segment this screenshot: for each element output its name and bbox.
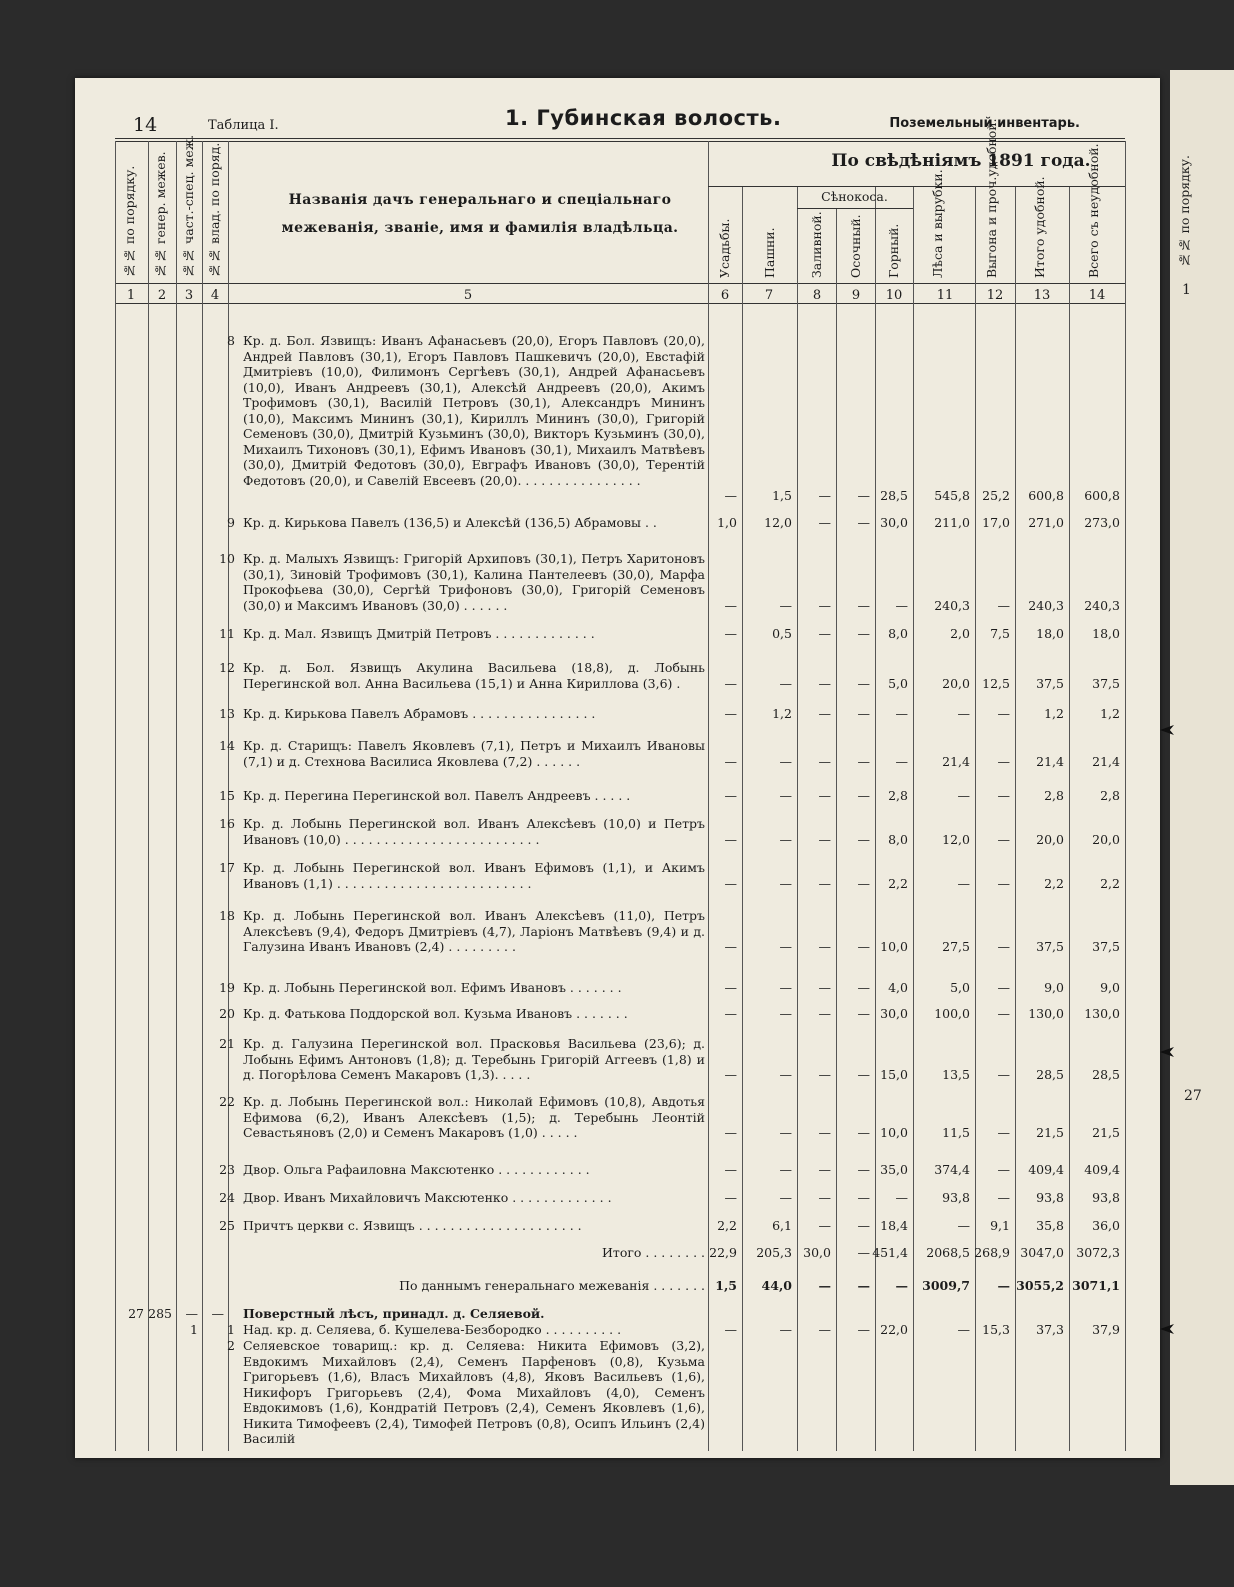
cell-value: —: [724, 1190, 737, 1205]
cell-value: —: [818, 1067, 831, 1082]
row-number: 19: [219, 980, 235, 995]
cell-value: 3071,1: [1072, 1278, 1120, 1293]
cell-value: 2,2: [888, 875, 908, 891]
column-divider: [836, 208, 837, 1451]
column-divider: [202, 141, 203, 1451]
cell-value: —: [857, 831, 870, 847]
col-header-2: №№ генер. межев.: [153, 151, 168, 278]
owner-description: Кр. д. Лобынь Перегинской вол. Иванъ Ефимовъ (1,1), и Акимъ Ивановъ (1,1) . . . . . . . . . . . . . . . . . . . . . . . . .: [243, 860, 705, 891]
cell-value: 21,4: [1036, 753, 1064, 769]
cell-value: —: [895, 1190, 908, 1205]
row-number: 20: [219, 1006, 235, 1021]
col-header-14: Всего съ неудобной.: [1086, 143, 1101, 278]
row-number: 21: [219, 1036, 235, 1051]
cell-value: —: [857, 1006, 870, 1021]
owner-description: Кр. д. Лобынь Перегинской вол. Иванъ Алексѣевъ (11,0), Петръ Алексѣевъ (9,4), Федоръ Дмитріевъ (4,7), Ларіонъ Матвѣевъ (9,4) и д. Галузина Иванъ Ивановъ (2,4) . . . . . . . . .: [243, 908, 705, 954]
cell-value: —: [895, 597, 908, 613]
cell-value: —: [779, 939, 792, 954]
cell-value: 3009,7: [922, 1278, 970, 1293]
cell-value: —: [779, 597, 792, 613]
cell-value: —: [997, 1067, 1010, 1082]
cell-value: 37,5: [1036, 675, 1064, 691]
cell-value: —: [857, 626, 870, 641]
cell-value: —: [779, 788, 792, 803]
cell-value: 2,8: [888, 788, 908, 803]
column-number: 2: [157, 288, 167, 303]
hay-group-header: Сѣнокоса.: [821, 189, 888, 204]
cell-value: 130,0: [1084, 1006, 1120, 1021]
cell-value: 1,2: [1100, 706, 1120, 721]
col-header-6: Усадьбы.: [717, 218, 732, 278]
cell-value: —: [997, 788, 1010, 803]
cell-value: —: [997, 1162, 1010, 1177]
cell-value: 12,0: [764, 515, 792, 530]
section-c2: 285: [148, 1306, 172, 1321]
cell-value: 17,0: [982, 515, 1010, 530]
cell-value: —: [724, 675, 737, 691]
cell-value: —: [818, 831, 831, 847]
owner-description: Кр. д. Галузина Перегинской вол. Прасковья Васильева (23,6); д. Лобынь Ефимъ Антоновъ (1,8); д. Теребынь Григорій Аггеевъ (1,8) и д. Погорѣлова Семенъ Макаровъ (1,3). . . . .: [243, 1036, 705, 1082]
cell-value: 451,4: [872, 1245, 908, 1260]
cell-value: —: [779, 875, 792, 891]
cell-value: 36,0: [1092, 1218, 1120, 1233]
cell-value: 37,5: [1092, 675, 1120, 691]
cell-value: —: [857, 753, 870, 769]
cell-value: —: [997, 875, 1010, 891]
column-divider: [1015, 186, 1016, 1451]
cell-value: —: [857, 675, 870, 691]
column-number: 1: [126, 288, 136, 303]
row-number: 24: [219, 1190, 235, 1205]
cell-value: 130,0: [1028, 1006, 1064, 1021]
section-c1: 27: [128, 1306, 144, 1321]
column-number: 8: [812, 288, 822, 303]
cell-value: 12,5: [982, 675, 1010, 691]
cell-value: —: [997, 753, 1010, 769]
hay-group-rule: [797, 208, 913, 209]
cell-value: 2,2: [1100, 875, 1120, 891]
row-number: 14: [219, 738, 235, 753]
header-rule: [115, 138, 1125, 139]
group-rule: [708, 186, 1125, 187]
sub-row-spec-number: 1: [190, 1322, 198, 1337]
cell-value: 5,0: [888, 675, 908, 691]
cell-value: 37,5: [1092, 939, 1120, 954]
cell-value: 9,0: [1100, 980, 1120, 995]
cell-value: —: [779, 1162, 792, 1177]
cell-value: —: [818, 875, 831, 891]
col-header-1: №№ по порядку.: [122, 165, 137, 278]
cell-value: 2,2: [717, 1218, 737, 1233]
cell-value: 9,0: [1044, 980, 1064, 995]
cell-value: 0,5: [772, 626, 792, 641]
cell-value: 21,5: [1036, 1125, 1064, 1140]
cell-value: —: [857, 1125, 870, 1140]
cell-value: —: [997, 1006, 1010, 1021]
cell-value: 30,0: [880, 1006, 908, 1021]
cell-value: —: [997, 1190, 1010, 1205]
cell-value: 240,3: [1028, 597, 1064, 613]
column-number: 4: [210, 288, 220, 303]
cell-value: 93,8: [1036, 1190, 1064, 1205]
cell-value: —: [724, 626, 737, 641]
cell-value: 2068,5: [926, 1245, 970, 1260]
col-header-9: Осочный.: [848, 214, 863, 278]
cell-value: 8,0: [888, 831, 908, 847]
cell-value: 37,3: [1036, 1322, 1064, 1337]
cell-value: 21,4: [1092, 753, 1120, 769]
cell-value: 374,4: [934, 1162, 970, 1177]
column-number: 5: [463, 288, 473, 303]
cell-value: —: [818, 1322, 831, 1337]
column-number: 10: [885, 288, 903, 303]
cell-value: —: [779, 753, 792, 769]
cell-value: —: [818, 515, 831, 530]
col-header-13: Итого удобной.: [1032, 176, 1047, 278]
cell-value: —: [818, 939, 831, 954]
col-header-11: Лѣса и вырубки.: [930, 169, 945, 278]
cell-value: 100,0: [934, 1006, 970, 1021]
owner-description: Кр. д. Бол. Язвищъ: Иванъ Афанасьевъ (20,0), Егоръ Павловъ (20,0), Андрей Павловъ (30,1), Егоръ Павловъ Пашкевичъ (20,0), Евстафій Дмитріевъ (10,0), Филимонъ Сергѣевъ (30,1), Андрей Афанасьевъ (10,0), Иванъ Андреевъ (30,1), Алексѣй Андреевъ (20,0), Акимъ Трофимовъ (30,1), Василій Петровъ (30,1), Александръ Мининъ (10,0), Максимъ Мининъ (30,1), Кириллъ Мининъ (30,0), Григорій Семеновъ (30,0), Дмитрій Кузьминъ (30,0), Викторъ Кузьминъ (30,0), Михаилъ Тихоновъ (30,1), Ефимъ Ивановъ (30,1), Михаилъ Матвѣевъ (30,0), Дмитрій Федотовъ (30,0), Евграфъ Ивановъ (30,0), Терентій Федотовъ (20,0), и Савелій Евсеевъ (20,0). . . . . . . . . . . . . . . .: [243, 333, 705, 488]
cell-value: 28,5: [1092, 1067, 1120, 1082]
cell-value: 1,5: [715, 1278, 737, 1293]
owner-description: Кр. д. Малыхъ Язвищъ: Григорій Архиповъ (30,1), Петръ Харитоновъ (30,1), Зиновій Трофимовъ (30,1), Калина Пантелеевъ (30,0), Марфа Прокофьева (30,0), Сергѣй Трифоновъ (30,0), Григорій Семеновъ (30,0) и Максимъ Ивановъ (30,0) . . . . . .: [243, 551, 705, 613]
cell-value: 15,0: [880, 1067, 908, 1082]
cell-value: 2,8: [1100, 788, 1120, 803]
cell-value: 271,0: [1028, 515, 1064, 530]
cell-value: —: [895, 1278, 908, 1293]
cell-value: —: [997, 831, 1010, 847]
cell-value: 13,5: [942, 1067, 970, 1082]
cell-value: —: [818, 706, 831, 721]
column-divider: [975, 186, 976, 1451]
cell-value: 409,4: [1084, 1162, 1120, 1177]
owner-description: Кр. д. Мал. Язвищъ Дмитрій Петровъ . . . . . . . . . . . . .: [243, 626, 595, 641]
cell-value: 28,5: [880, 488, 908, 503]
cell-value: —: [724, 875, 737, 891]
cell-value: 20,0: [1036, 831, 1064, 847]
cell-value: —: [997, 1125, 1010, 1140]
owner-description: Кр. д. Бол. Язвищъ Акулина Васильева (18,8), д. Лобынь Перегинской вол. Анна Васильева (15,1) и Анна Кириллова (3,6) .: [243, 660, 705, 691]
cell-value: 2,0: [950, 626, 970, 641]
col-header-4: №№ влад. по поряд.: [207, 142, 222, 278]
cell-value: 3055,2: [1016, 1278, 1064, 1293]
cell-value: 1,2: [1044, 706, 1064, 721]
cell-value: —: [724, 1162, 737, 1177]
cell-value: 30,0: [803, 1245, 831, 1260]
col-header-7: Пашни.: [762, 227, 777, 278]
owner-description: Над. кр. д. Селяева, б. Кушелева-Безбородко . . . . . . . . . .: [243, 1322, 622, 1337]
cell-value: —: [724, 706, 737, 721]
cell-value: —: [818, 488, 831, 503]
cell-value: —: [997, 597, 1010, 613]
cell-value: —: [724, 753, 737, 769]
cell-value: 211,0: [934, 515, 970, 530]
cell-value: —: [818, 1125, 831, 1140]
cell-value: —: [818, 597, 831, 613]
col-header-3: №№ част.-спец. меж.: [181, 134, 196, 278]
total-label: По даннымъ генеральнаго межеванія . . . . . . .: [399, 1278, 705, 1293]
cell-value: 600,8: [1084, 488, 1120, 503]
cell-value: —: [818, 980, 831, 995]
cell-value: 6,1: [772, 1218, 792, 1233]
row-number: 18: [219, 908, 235, 923]
cell-value: 10,0: [880, 1125, 908, 1140]
cell-value: —: [957, 1322, 970, 1337]
column-number: 9: [851, 288, 861, 303]
cell-value: —: [857, 1162, 870, 1177]
owner-description: Кр. д. Лобынь Перегинской вол. Ефимъ Ивановъ . . . . . . .: [243, 980, 622, 995]
column-divider: [176, 141, 177, 1451]
cell-value: —: [724, 597, 737, 613]
cell-value: 5,0: [950, 980, 970, 995]
row-number: 22: [219, 1094, 235, 1109]
owner-description: Кр. д. Фатькова Поддорской вол. Кузьма Ивановъ . . . . . . .: [243, 1006, 628, 1021]
cell-value: —: [818, 1190, 831, 1205]
column-divider: [875, 186, 876, 1451]
cell-value: —: [857, 488, 870, 503]
column-number: 12: [986, 288, 1004, 303]
total-label: Итого . . . . . . . .: [602, 1245, 705, 1260]
cell-value: 25,2: [982, 488, 1010, 503]
cell-value: 15,3: [982, 1322, 1010, 1337]
cell-value: —: [857, 597, 870, 613]
cell-value: —: [857, 1218, 870, 1233]
page-title: 1. Губинская волость.: [505, 106, 782, 130]
cell-value: —: [724, 1006, 737, 1021]
cell-value: —: [779, 675, 792, 691]
column-number: 13: [1033, 288, 1051, 303]
cell-value: —: [997, 980, 1010, 995]
column-divider: [797, 186, 798, 1451]
cell-value: 18,0: [1092, 626, 1120, 641]
cell-value: 3072,3: [1076, 1245, 1120, 1260]
cell-value: —: [724, 1125, 737, 1140]
cell-value: 409,4: [1028, 1162, 1064, 1177]
cell-value: —: [857, 875, 870, 891]
page-subtitle: Поземельный инвентарь.: [889, 116, 1080, 131]
cell-value: 44,0: [761, 1278, 792, 1293]
cell-value: 240,3: [1084, 597, 1120, 613]
owner-description: Двор. Ольга Рафаиловна Максютенко . . . . . . . . . . . .: [243, 1162, 590, 1177]
col-header-12: Выгона и проч.удобной.: [984, 118, 999, 278]
cell-value: —: [779, 831, 792, 847]
row-number: 1: [227, 1322, 235, 1337]
cell-value: —: [724, 488, 737, 503]
cell-value: —: [857, 980, 870, 995]
cell-value: 20,0: [942, 675, 970, 691]
cell-value: —: [957, 706, 970, 721]
cell-value: 273,0: [1084, 515, 1120, 530]
owner-description: Кр. д. Лобынь Перегинской вол.: Николай Ефимовъ (10,8), Авдотья Ефимова (6,2), Иванъ Алексѣевъ (1,5); д. Теребынь Леонтій Севастьяновъ (2,0) и Семенъ Макаровъ (1,0) . . . . .: [243, 1094, 705, 1140]
cell-value: —: [895, 706, 908, 721]
cell-value: —: [779, 1006, 792, 1021]
page-number: 14: [133, 114, 158, 136]
cell-value: 27,5: [942, 939, 970, 954]
owner-description: Причтъ церкви с. Язвищъ . . . . . . . . . . . . . . . . . . . . .: [243, 1218, 582, 1233]
section-c3: —: [185, 1306, 198, 1321]
section-title: Поверстный лѣсъ, принадл. д. Селяевой.: [243, 1306, 545, 1321]
cell-value: —: [857, 788, 870, 803]
column-number: 3: [184, 288, 194, 303]
cell-value: 21,5: [1092, 1125, 1120, 1140]
cell-value: 7,5: [990, 626, 1010, 641]
cell-value: 2,8: [1044, 788, 1064, 803]
column-number: 7: [764, 288, 774, 303]
row-number: 16: [219, 816, 235, 831]
cell-value: —: [818, 1162, 831, 1177]
col-header-5-line2: межеванія, званіе, имя и фамилія владѣльца.: [281, 220, 679, 236]
cell-value: —: [857, 1190, 870, 1205]
ledger-page: [75, 78, 1160, 1458]
cell-value: —: [779, 1125, 792, 1140]
cell-value: —: [997, 1278, 1010, 1293]
cell-value: 268,9: [974, 1245, 1010, 1260]
cell-value: 21,4: [942, 753, 970, 769]
cell-value: 3047,0: [1020, 1245, 1064, 1260]
cell-value: —: [997, 939, 1010, 954]
column-header-rule: [115, 283, 1125, 284]
row-number: 25: [219, 1218, 235, 1233]
row-number: 15: [219, 788, 235, 803]
row-number: 2: [227, 1338, 235, 1353]
cell-value: —: [724, 939, 737, 954]
cell-value: —: [857, 706, 870, 721]
column-number: 14: [1088, 288, 1106, 303]
cell-value: —: [957, 1218, 970, 1233]
header-rule: [115, 141, 1125, 142]
cell-value: 1,5: [772, 488, 792, 503]
cell-value: 2,2: [1044, 875, 1064, 891]
cell-value: 4,0: [888, 980, 908, 995]
cell-value: —: [818, 626, 831, 641]
section-c4: —: [211, 1306, 224, 1321]
row-number: 9: [227, 515, 235, 530]
cell-value: —: [779, 1190, 792, 1205]
cell-value: 1,0: [717, 515, 737, 530]
cell-value: —: [779, 1067, 792, 1082]
column-number-rule: [115, 303, 1125, 304]
cell-value: 8,0: [888, 626, 908, 641]
cell-value: 12,0: [942, 831, 970, 847]
owner-description: Селяевское товарищ.: кр. д. Селяева: Никита Ефимовъ (3,2), Евдокимъ Михайловъ (2,4), Семенъ Парфеновъ (0,8), Кузьма Григорьевъ (1,6), Власъ Михайловъ (4,8), Яковъ Васильевъ (1,6), Никифоръ Григорьевъ (2,4), Фома Михайловъ (4,0), Семенъ Евдокимовъ (1,6), Кондратій Петровъ (2,4), Семенъ Яковлевъ (1,6), Никита Тимофеевъ (2,4), Тимофей Петровъ (0,8), Осипъ Ильинъ (2,4) Василій: [243, 1338, 705, 1446]
cell-value: —: [857, 1067, 870, 1082]
column-divider: [115, 141, 116, 1451]
cell-value: —: [818, 1218, 831, 1233]
cell-value: 22,9: [709, 1245, 737, 1260]
cell-value: —: [779, 980, 792, 995]
owner-description: Кр. д. Старищъ: Павелъ Яковлевъ (7,1), Петръ и Михаилъ Ивановы (7,1) и д. Стехнова Василиса Яковлева (7,2) . . . . . .: [243, 738, 705, 769]
cell-value: 20,0: [1092, 831, 1120, 847]
cell-value: 240,3: [934, 597, 970, 613]
row-number: 11: [219, 626, 235, 641]
cell-value: 35,0: [880, 1162, 908, 1177]
cell-value: 93,8: [1092, 1190, 1120, 1205]
cell-value: —: [997, 706, 1010, 721]
cell-value: —: [724, 788, 737, 803]
col-header-5-line1: Названія дачъ генеральнаго и спеціальнаго: [288, 192, 672, 208]
cell-value: 1,2: [772, 706, 792, 721]
cell-value: 37,9: [1092, 1322, 1120, 1337]
cell-value: —: [818, 1278, 831, 1293]
cell-value: —: [779, 1322, 792, 1337]
cell-value: 10,0: [880, 939, 908, 954]
row-number: 8: [227, 333, 235, 348]
owner-description: Кр. д. Кирькова Павелъ Абрамовъ . . . . . . . . . . . . . . . .: [243, 706, 596, 721]
owner-description: Кр. д. Кирькова Павелъ (136,5) и Алексѣй (136,5) Абрамовы . .: [243, 515, 657, 530]
cell-value: 545,8: [934, 488, 970, 503]
cell-value: 30,0: [880, 515, 908, 530]
cell-value: —: [724, 831, 737, 847]
adjacent-column-header: №№ по порядку.: [1177, 155, 1192, 268]
cell-value: —: [818, 675, 831, 691]
cell-value: 35,8: [1036, 1218, 1064, 1233]
column-divider: [1125, 141, 1126, 1451]
col-header-5: [260, 186, 700, 242]
cell-value: —: [818, 753, 831, 769]
column-divider: [913, 186, 914, 1451]
cell-value: —: [724, 980, 737, 995]
row-number: 13: [219, 706, 235, 721]
adjacent-page-edge: [1170, 70, 1234, 1485]
cell-value: —: [957, 788, 970, 803]
owner-description: Двор. Иванъ Михайловичъ Максютенко . . . . . . . . . . . . .: [243, 1190, 612, 1205]
cell-value: 28,5: [1036, 1067, 1064, 1082]
col-header-10: Горный.: [886, 223, 901, 278]
cell-value: —: [857, 1278, 870, 1293]
cell-value: 93,8: [942, 1190, 970, 1205]
cell-value: 205,3: [756, 1245, 792, 1260]
cell-value: —: [857, 1322, 870, 1337]
row-number: 23: [219, 1162, 235, 1177]
cell-value: —: [818, 788, 831, 803]
column-number: 11: [936, 288, 954, 303]
row-number: 17: [219, 860, 235, 875]
column-divider: [1069, 186, 1070, 1451]
row-number: 12: [219, 660, 235, 675]
cell-value: —: [818, 1006, 831, 1021]
owner-description: Кр. д. Лобынь Перегинской вол. Иванъ Алексѣевъ (10,0) и Петръ Ивановъ (10,0) . . . . . . . . . . . . . . . . . . . . . . . . .: [243, 816, 705, 847]
cell-value: —: [724, 1322, 737, 1337]
column-divider: [742, 186, 743, 1451]
cell-value: 37,5: [1036, 939, 1064, 954]
table-label: Таблица I.: [208, 118, 279, 133]
adjacent-column-number: 1: [1182, 282, 1191, 298]
adjacent-row-number: 27: [1184, 1088, 1202, 1104]
cell-value: 9,1: [990, 1218, 1010, 1233]
cell-value: 18,4: [880, 1218, 908, 1233]
cell-value: —: [724, 1067, 737, 1082]
cell-value: 22,0: [880, 1322, 908, 1337]
cell-value: 600,8: [1028, 488, 1064, 503]
column-divider: [148, 141, 149, 1451]
cell-value: —: [895, 753, 908, 769]
col-group-header: По свѣдѣніямъ 1891 года.: [831, 151, 1091, 171]
cell-value: —: [857, 515, 870, 530]
col-header-8: Заливной.: [809, 211, 824, 278]
cell-value: —: [857, 939, 870, 954]
cell-value: —: [857, 1245, 870, 1260]
cell-value: 18,0: [1036, 626, 1064, 641]
owner-description: Кр. д. Перегина Перегинской вол. Павелъ Андреевъ . . . . .: [243, 788, 631, 803]
column-number: 6: [720, 288, 730, 303]
row-number: 10: [219, 551, 235, 566]
cell-value: —: [957, 875, 970, 891]
cell-value: 11,5: [942, 1125, 970, 1140]
